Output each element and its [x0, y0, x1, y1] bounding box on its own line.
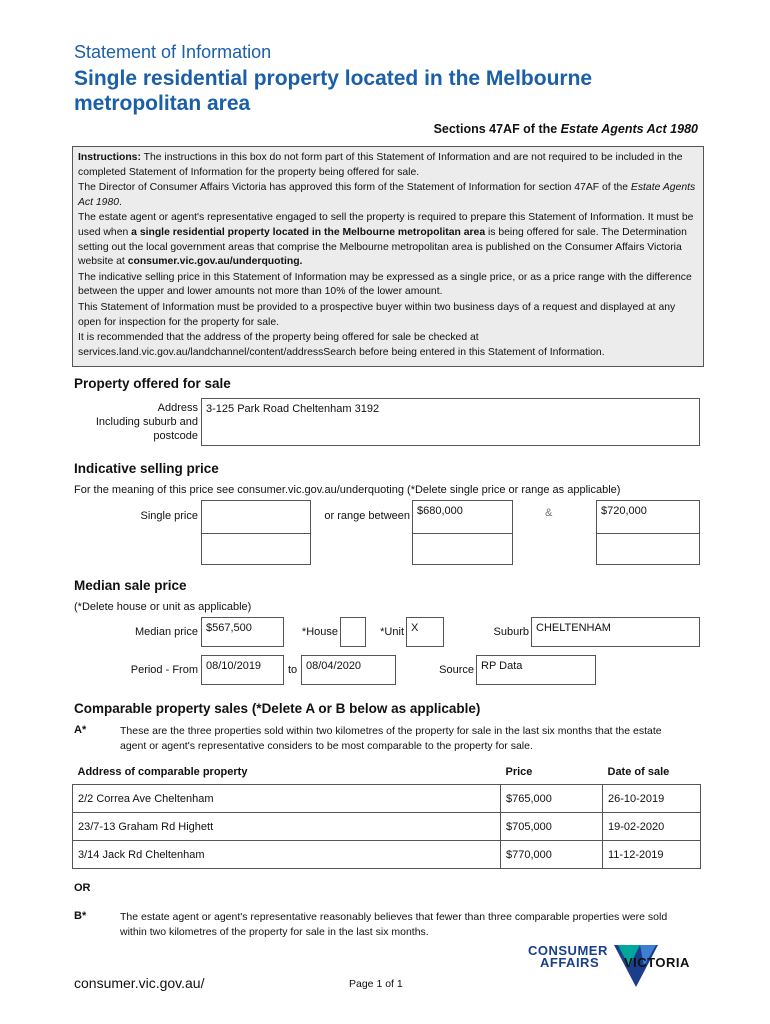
- address-label: [74, 401, 198, 443]
- single-price-field[interactable]: [201, 500, 311, 534]
- row-date[interactable]: 26-10-2019: [603, 785, 701, 813]
- table-row: [73, 813, 701, 841]
- period-from-label: Period - From: [130, 664, 198, 676]
- sections-reference: [434, 122, 698, 136]
- column-header-address: Address of comparable property: [77, 766, 248, 778]
- table-row: [73, 785, 701, 813]
- indicative-note: For the meaning of this price see consumer.vic.gov.au/underquoting (*Delete single price or range as applicable): [74, 484, 621, 496]
- comparable-table: [72, 760, 701, 869]
- source-label: Source: [439, 664, 474, 676]
- instructions-para-4: The indicative selling price in this Statement of Information may be expressed as a single price, or as a price range with the difference between the upper and lower amounts not more than 10% of the lower amount.: [78, 271, 692, 298]
- median-price-field[interactable]: $567,500: [201, 617, 284, 647]
- table-row: [73, 841, 701, 869]
- indicative-heading: Indicative selling price: [74, 461, 219, 476]
- period-from-field[interactable]: 08/10/2019: [201, 655, 284, 685]
- instructions-text-3a: The estate agent or agent's representative engaged to sell the property is required to prepare this Statement of Information. It must be used when: [78, 212, 694, 238]
- logo-text-affairs: AFFAIRS: [540, 955, 600, 970]
- row-address[interactable]: 23/7-13 Graham Rd Highett: [73, 813, 501, 841]
- row-price[interactable]: $770,000: [501, 841, 603, 869]
- range-low-field[interactable]: $680,000: [412, 500, 513, 534]
- range-high-field[interactable]: $720,000: [596, 500, 700, 534]
- range-label: or range between: [324, 510, 410, 522]
- column-header-price: Price: [505, 766, 533, 778]
- option-b-label: B*: [74, 910, 87, 922]
- source-field[interactable]: RP Data: [476, 655, 596, 685]
- instructions-act: Estate Agents Act 1980: [78, 182, 696, 208]
- page-number: Page 1 of 1: [349, 978, 403, 990]
- table-header-row: [73, 760, 701, 785]
- house-field[interactable]: [340, 617, 366, 647]
- address-field[interactable]: 3-125 Park Road Cheltenham 3192: [201, 398, 700, 446]
- unit-field[interactable]: X: [406, 617, 444, 647]
- document-title: Single residential property located in the Melbourne metropolitan area: [74, 67, 593, 115]
- range-high-field-2[interactable]: [596, 533, 700, 565]
- row-date[interactable]: 19-02-2020: [603, 813, 701, 841]
- row-date[interactable]: 11-12-2019: [603, 841, 701, 869]
- instructions-para-3: [78, 211, 698, 269]
- consumer-affairs-victoria-logo: [528, 942, 708, 992]
- range-ampersand: &: [545, 507, 553, 519]
- single-price-label: Single price: [140, 510, 198, 522]
- sections-act: Estate Agents Act 1980: [560, 122, 698, 136]
- suburb-label: Suburb: [493, 626, 529, 638]
- instructions-para-6: It is recommended that the address of the property being offered for sale be checked at services.land.vic.gov.au/landchannel/content/addressSearch before being entered in this Statement of Information.: [78, 332, 605, 358]
- or-label: OR: [74, 882, 91, 894]
- median-note: (*Delete house or unit as applicable): [74, 601, 252, 613]
- single-price-field-2[interactable]: [201, 533, 311, 565]
- instructions-text-1: The instructions in this box do not form part of this Statement of Information and are not required to be included in the completed Statement of Information for the property being offered for sale.: [78, 152, 683, 178]
- unit-label: *Unit: [380, 626, 404, 638]
- footer-url[interactable]: consumer.vic.gov.au/: [74, 975, 205, 991]
- instructions-text-2-end: .: [119, 196, 122, 208]
- address-label-line-3: postcode: [153, 430, 198, 442]
- period-to-label: to: [288, 664, 298, 676]
- median-heading: Median sale price: [74, 578, 187, 593]
- instructions-box: [72, 146, 704, 367]
- option-a-label: A*: [74, 724, 87, 736]
- period-to-field[interactable]: 08/04/2020: [301, 655, 396, 685]
- instructions-text-3c: is being offered for sale. The Determination setting out the local government areas that comprise the Melbourne metropolitan area is published on the Consumer Affairs Victoria website at: [78, 226, 687, 268]
- option-b-text: The estate agent or agent's representative reasonably believes that fewer than three comparable properties were sold within two kilometres of the property for sale in the last six months.: [120, 911, 668, 938]
- comparable-heading: Comparable property sales (*Delete A or B below as applicable): [74, 701, 481, 716]
- logo-text-consumer: CONSUMER: [528, 943, 608, 958]
- row-address[interactable]: 2/2 Correa Ave Cheltenham: [73, 785, 501, 813]
- column-header-date: Date of sale: [607, 766, 670, 778]
- row-price[interactable]: $765,000: [501, 785, 603, 813]
- document-kicker: Statement of Information: [74, 42, 272, 62]
- instructions-text-3b: a single residential property located in the Melbourne metropolitan area: [131, 226, 486, 238]
- range-low-field-2[interactable]: [412, 533, 513, 565]
- row-address[interactable]: 3/14 Jack Rd Cheltenham: [73, 841, 501, 869]
- address-label-line-2: Including suburb and: [95, 416, 198, 428]
- instructions-para-5: This Statement of Information must be provided to a prospective buyer within two business days of a request and displayed at any open for inspection for the property for sale.: [78, 301, 676, 328]
- sections-prefix: Sections 47AF of the: [433, 122, 561, 136]
- instructions-para-2: [78, 181, 698, 210]
- median-price-label: Median price: [135, 626, 198, 638]
- instructions-link: consumer.vic.gov.au/underquoting.: [127, 256, 303, 268]
- address-label-line-1: Address: [157, 402, 198, 414]
- instructions-label: Instructions:: [78, 152, 141, 163]
- option-a-text: These are the three properties sold within two kilometres of the property for sale in the last six months that the estate agent or agent's representative considers to be most comparable to the property for sale.: [120, 725, 662, 752]
- row-price[interactable]: $705,000: [501, 813, 603, 841]
- suburb-field[interactable]: CHELTENHAM: [531, 617, 700, 647]
- house-label: *House: [301, 626, 338, 638]
- logo-text-victoria: VICTORIA: [624, 955, 690, 970]
- instructions-para-1: [78, 151, 698, 180]
- property-heading: Property offered for sale: [74, 376, 231, 391]
- instructions-text-2: The Director of Consumer Affairs Victoria has approved this form of the Statement of Information for section 47AF of the: [78, 182, 629, 194]
